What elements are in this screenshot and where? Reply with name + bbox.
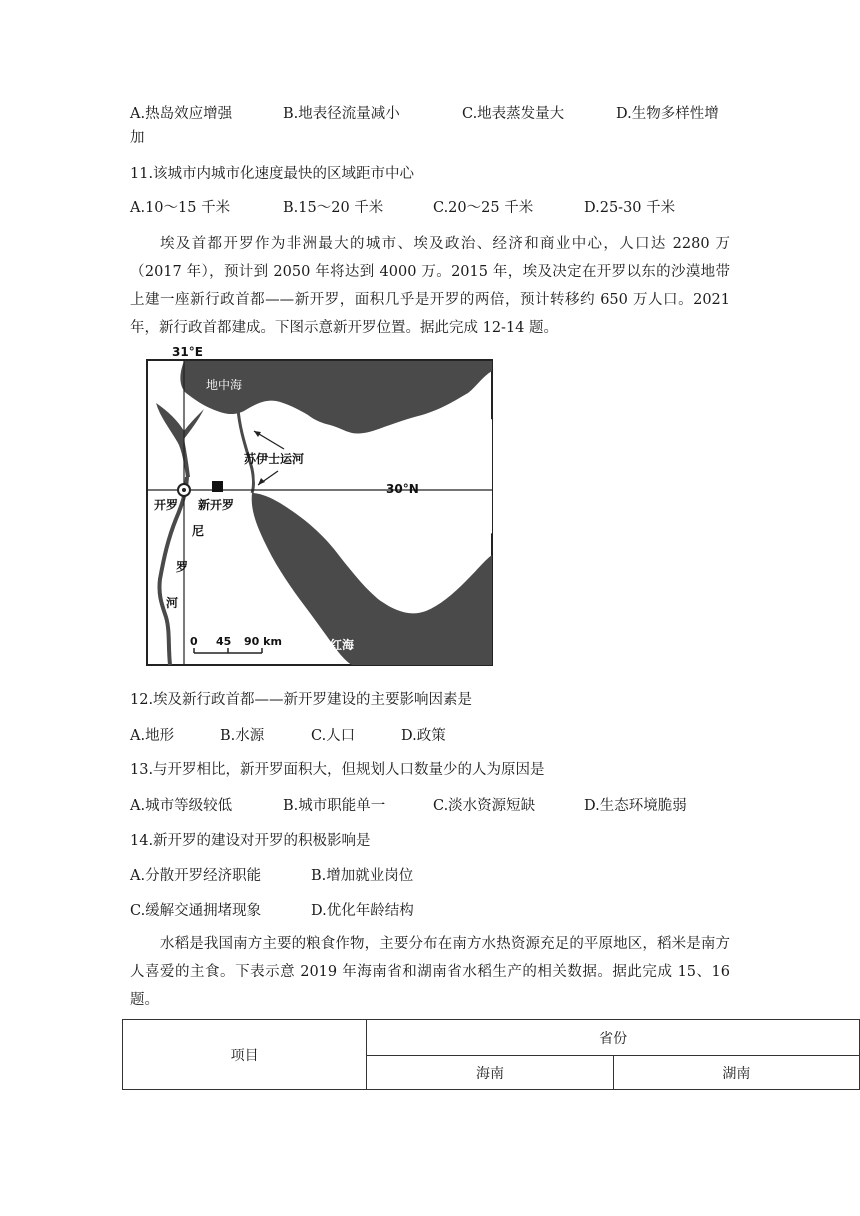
river-char-3: 河: [166, 596, 179, 610]
q10-option-b: B.地表径流量减小: [283, 106, 400, 122]
passage-new-cairo: [130, 230, 730, 342]
canal-label: 苏伊士运河: [244, 452, 305, 466]
q13-option-b: B.城市职能单一: [283, 798, 386, 814]
lat-label: 30°N: [386, 482, 419, 496]
q12-stem: 12.埃及新行政首都——新开罗建设的主要影响因素是: [130, 692, 473, 708]
passage-rice: [130, 930, 730, 1014]
new-cairo-marker: [212, 481, 223, 492]
q14-option-a: A.分散开罗经济职能: [130, 868, 262, 884]
table-group-header: 省份: [367, 1020, 860, 1056]
q10-option-a: A.热岛效应增强: [130, 106, 233, 122]
table-item-header: 项目: [123, 1020, 367, 1090]
cairo-label: 开罗: [154, 498, 179, 512]
table-col-hunan: 湖南: [613, 1056, 859, 1090]
q13-option-d: D.生态环境脆弱: [584, 798, 687, 814]
q11-option-c: C.20～25 千米: [433, 200, 534, 216]
red-sea-label: 红海: [330, 638, 355, 652]
new-cairo-location-map: [146, 343, 506, 669]
q13-option-a: A.城市等级较低: [130, 798, 233, 814]
q14-option-d: D.优化年龄结构: [311, 903, 414, 919]
scale-label-0: 0: [190, 635, 198, 648]
q12-option-b: B.水源: [220, 728, 265, 744]
q14-stem: 14.新开罗的建设对开罗的积极影响是: [130, 833, 371, 849]
lon-label: 31°E: [172, 345, 203, 359]
table-col-hainan: 海南: [367, 1056, 613, 1090]
sea-label: 地中海: [206, 378, 243, 392]
q10-option-d-wrap: 加: [130, 130, 145, 146]
q12-option-a: A.地形: [130, 728, 175, 744]
q11-option-b: B.15～20 千米: [283, 200, 384, 216]
q10-option-c: C.地表蒸发量大: [462, 106, 565, 122]
scale-label-90: 90 km: [244, 635, 282, 648]
q10-option-d: D.生物多样性增: [616, 106, 719, 122]
q11-option-a: A.10～15 千米: [130, 200, 231, 216]
passage-rice-text: 水稻是我国南方主要的粮食作物，主要分布在南方水热资源充足的平原地区，稻米是南方人喜爱的主食。下表示意 2019 年海南省和湖南省水稻生产的相关数据。据此完成 15、16 题。: [130, 936, 730, 1008]
passage-new-cairo-text: 埃及首都开罗作为非洲最大的城市、埃及政治、经济和商业中心，人口达 2280 万（2017 年），预计到 2050 年将达到 4000 万。2015 年，埃及决定在开罗以东的沙漠地带上建一座新行政首都——新开罗，面积几乎是开罗的两倍，预计转移约 650 万人口。2021 年，新行政首都建成。下图示意新开罗位置。据此完成 12-14 题。: [130, 236, 730, 336]
scale-label-45: 45: [216, 635, 232, 648]
river-char-2: 罗: [176, 560, 189, 574]
q11-option-d: D.25-30 千米: [584, 200, 676, 216]
cairo-marker-dot: [182, 488, 186, 492]
q14-option-b: B.增加就业岗位: [311, 868, 414, 884]
q12-option-c: C.人口: [311, 728, 356, 744]
river-char-1: 尼: [192, 524, 205, 538]
q13-stem: 13.与开罗相比，新开罗面积大，但规划人口数量少的人为原因是: [130, 762, 545, 778]
rice-data-table: [122, 1019, 860, 1090]
q12-option-d: D.政策: [401, 728, 446, 744]
q13-option-c: C.淡水资源短缺: [433, 798, 536, 814]
q11-stem: 11.该城市内城市化速度最快的区域距市中心: [130, 166, 415, 182]
q14-option-c: C.缓解交通拥堵现象: [130, 903, 262, 919]
new-cairo-label: 新开罗: [198, 498, 235, 512]
